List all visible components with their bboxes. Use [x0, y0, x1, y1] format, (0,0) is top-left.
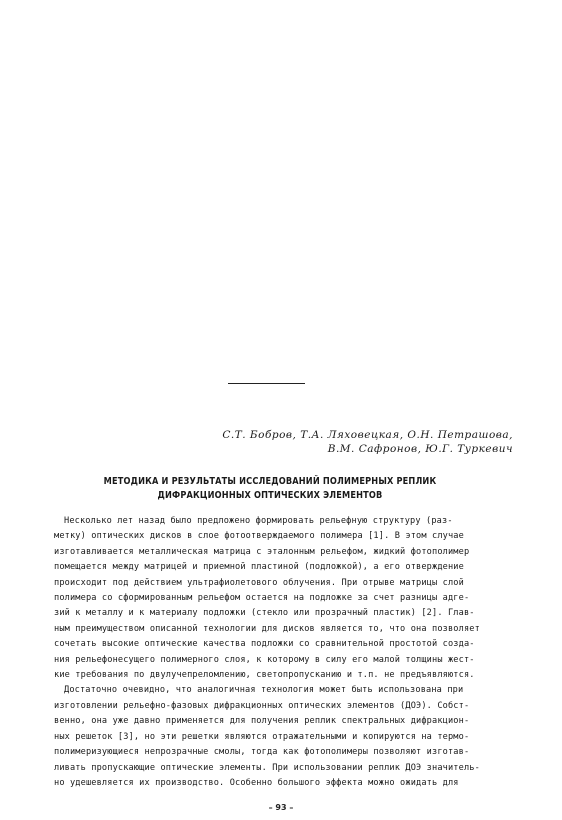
title-line-1: МЕТОДИКА И РЕЗУЛЬТАТЫ ИССЛЕДОВАНИЙ ПОЛИМЕРНЫХ РЕПЛИК	[103, 476, 437, 487]
authors-line-2: В.М. Сафронов, Ю.Г. Туркевич	[327, 443, 513, 455]
body-line: изготовлении рельефно-фазовых дифракционных оптических элементов (ДОЭ). Собст-	[54, 700, 470, 711]
body-line: изготавливается металлическая матрица с эталонным рельефом, жидкий фотополимер	[54, 546, 470, 557]
body-line: происходит под действием ультрафиолетового облучения. При отрыве матрицы слой	[54, 577, 464, 588]
body-line: венно, она уже давно применяется для получения реплик спектральных дифракцион-	[54, 716, 470, 727]
body-line: но удешевляется их производство. Особенно большого эффекта можно ожидать для	[54, 777, 459, 788]
body-line: кие требования по двулучепреломлению, светопропусканию и т.п. не предъявляются.	[54, 670, 475, 681]
separator-rule	[228, 383, 305, 384]
article-title	[98, 475, 442, 503]
body-line: ных решеток [3], но эти решетки являются отражательными и копируются на термо-	[54, 731, 470, 742]
body-line: полимера со сформированным рельефом остается на подложке за счет разницы адге-	[54, 593, 470, 604]
body-line: зий к металлу и к материалу подложки (стекло или прозрачный пластик) [2]. Глав-	[54, 608, 475, 619]
body-line: Достаточно очевидно, что аналогичная технология может быть использована при	[64, 685, 464, 696]
body-line: метку) оптических дисков в слое фотоотверждаемого полимера [1]. В этом случае	[54, 531, 464, 542]
article-body	[54, 514, 524, 791]
body-line: ливать пропускающие оптические элементы. При использовании реплик ДОЭ значитель-	[54, 762, 480, 773]
body-line: Несколько лет назад было предложено формировать рельефную структуру (раз-	[64, 516, 453, 526]
authors	[222, 428, 513, 456]
authors-line-1: С.Т. Бобров, Т.А. Ляховецкая, О.Н. Петрашова,	[222, 429, 513, 441]
body-line: ным преимуществом описанной технологии для дисков является то, что она позволяет	[54, 623, 480, 634]
body-line: сочетать высокие оптические качества подложки со сравнительной простотой созда-	[54, 639, 475, 650]
title-line-2: ДИФРАКЦИОННЫХ ОПТИЧЕСКИХ ЭЛЕМЕНТОВ	[157, 490, 383, 501]
body-line: полимеризующиеся непрозрачные смолы, тогда как фотополимеры позволяют изготав-	[54, 747, 470, 758]
page-number: – 93 –	[268, 803, 294, 812]
body-line: помещается между матрицей и приемной пластиной (подложкой), а его отверждение	[54, 562, 464, 573]
body-line: ния рельефонесущего полимерного слоя, к которому в силу его малой толщины жест-	[54, 654, 475, 665]
